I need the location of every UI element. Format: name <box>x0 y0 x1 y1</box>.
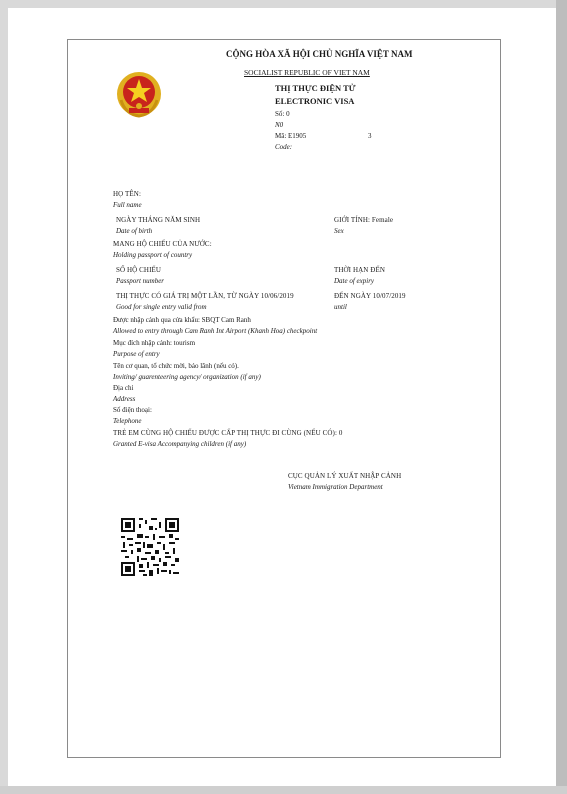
expiry-label: THỜI HẠN ĐẾN <box>334 266 385 274</box>
passport-country-label: MANG HỘ CHIẾU CỦA NƯỚC: <box>113 240 212 248</box>
purpose-label-en: Purpose of entry <box>113 350 160 358</box>
valid-until-label-en: until <box>334 303 347 311</box>
country-name-en: SOCIALIST REPUBLIC OF VIET NAM <box>244 68 370 77</box>
passport-country-label-en: Holding passport of country <box>113 251 193 259</box>
full-name-label: HỌ TÊN: <box>113 190 141 198</box>
entry-checkpoint-label-en: Allowed to entry through Cam Ranh Int Airport (Khanh Hoa) checkpoint <box>113 327 318 335</box>
visa-number-label: Số: 0 <box>275 110 290 118</box>
passport-number-label: SỐ HỘ CHIẾU <box>116 266 162 274</box>
national-emblem-icon <box>115 70 163 120</box>
window-frame-right <box>556 0 567 794</box>
children-label-en: Granted E-visa Accompanying children (if any) <box>113 440 247 448</box>
visa-code-label: Mã: E1905 <box>275 132 307 140</box>
visa-code-suffix: 3 <box>368 132 372 140</box>
country-name-vi: CỘNG HÒA XÃ HỘI CHỦ NGHĨA VIỆT NAM <box>226 49 413 59</box>
children-label: TRẺ EM CÙNG HỘ CHIẾU ĐƯỢC CẤP THỊ THỰC ĐI CÙNG (NẾU CÓ): 0 <box>113 429 343 437</box>
entry-checkpoint-label: Được nhập cảnh qua cửa khẩu: SBQT Cam Ranh <box>113 316 251 324</box>
department-label: CỤC QUẢN LÝ XUẤT NHẬP CẢNH <box>288 472 402 480</box>
expiry-label-en: Date of expiry <box>334 277 375 285</box>
valid-from-label-en: Good for single entry valid from <box>116 303 207 311</box>
full-name-label-en: Full name <box>113 201 142 209</box>
passport-number-label-en: Passport number <box>116 277 165 285</box>
dob-label-en: Date of birth <box>116 227 153 235</box>
address-label-en: Address <box>113 395 136 403</box>
dob-label: NGÀY THÁNG NĂM SINH <box>116 216 201 224</box>
inviting-agency-label: Tên cơ quan, tổ chức mời, bảo lãnh (nếu có). <box>113 362 239 370</box>
sex-label: GIỚI TÍNH: Female <box>334 216 394 224</box>
inviting-agency-label-en: Inviting/ guarenteering agency/ organization (if any) <box>113 373 261 381</box>
visa-title-en: ELECTRONIC VISA <box>275 96 355 106</box>
visa-code-label-en: Code: <box>275 143 293 151</box>
phone-label-en: Telephone <box>113 417 142 425</box>
window-frame-top <box>0 0 567 8</box>
department-label-en: Vietnam Immigration Department <box>288 483 383 491</box>
address-label: Địa chỉ <box>113 384 134 392</box>
phone-label: Số điện thoại: <box>113 406 152 414</box>
visa-title-vi: THỊ THỰC ĐIỆN TỬ <box>275 83 356 93</box>
sex-label-en: Sex <box>334 227 344 235</box>
qr-code-icon <box>121 518 179 576</box>
valid-until-label: ĐẾN NGÀY 10/07/2019 <box>334 292 406 300</box>
valid-from-label: THỊ THỰC CÓ GIÁ TRỊ MỘT LẦN, TỪ NGÀY 10/06/2019 <box>116 292 294 300</box>
window-frame-left <box>0 0 8 794</box>
purpose-label: Mục đích nhập cảnh: tourism <box>113 339 196 347</box>
window-frame-bottom <box>0 786 567 794</box>
visa-number-label-en: N0 <box>275 121 284 129</box>
